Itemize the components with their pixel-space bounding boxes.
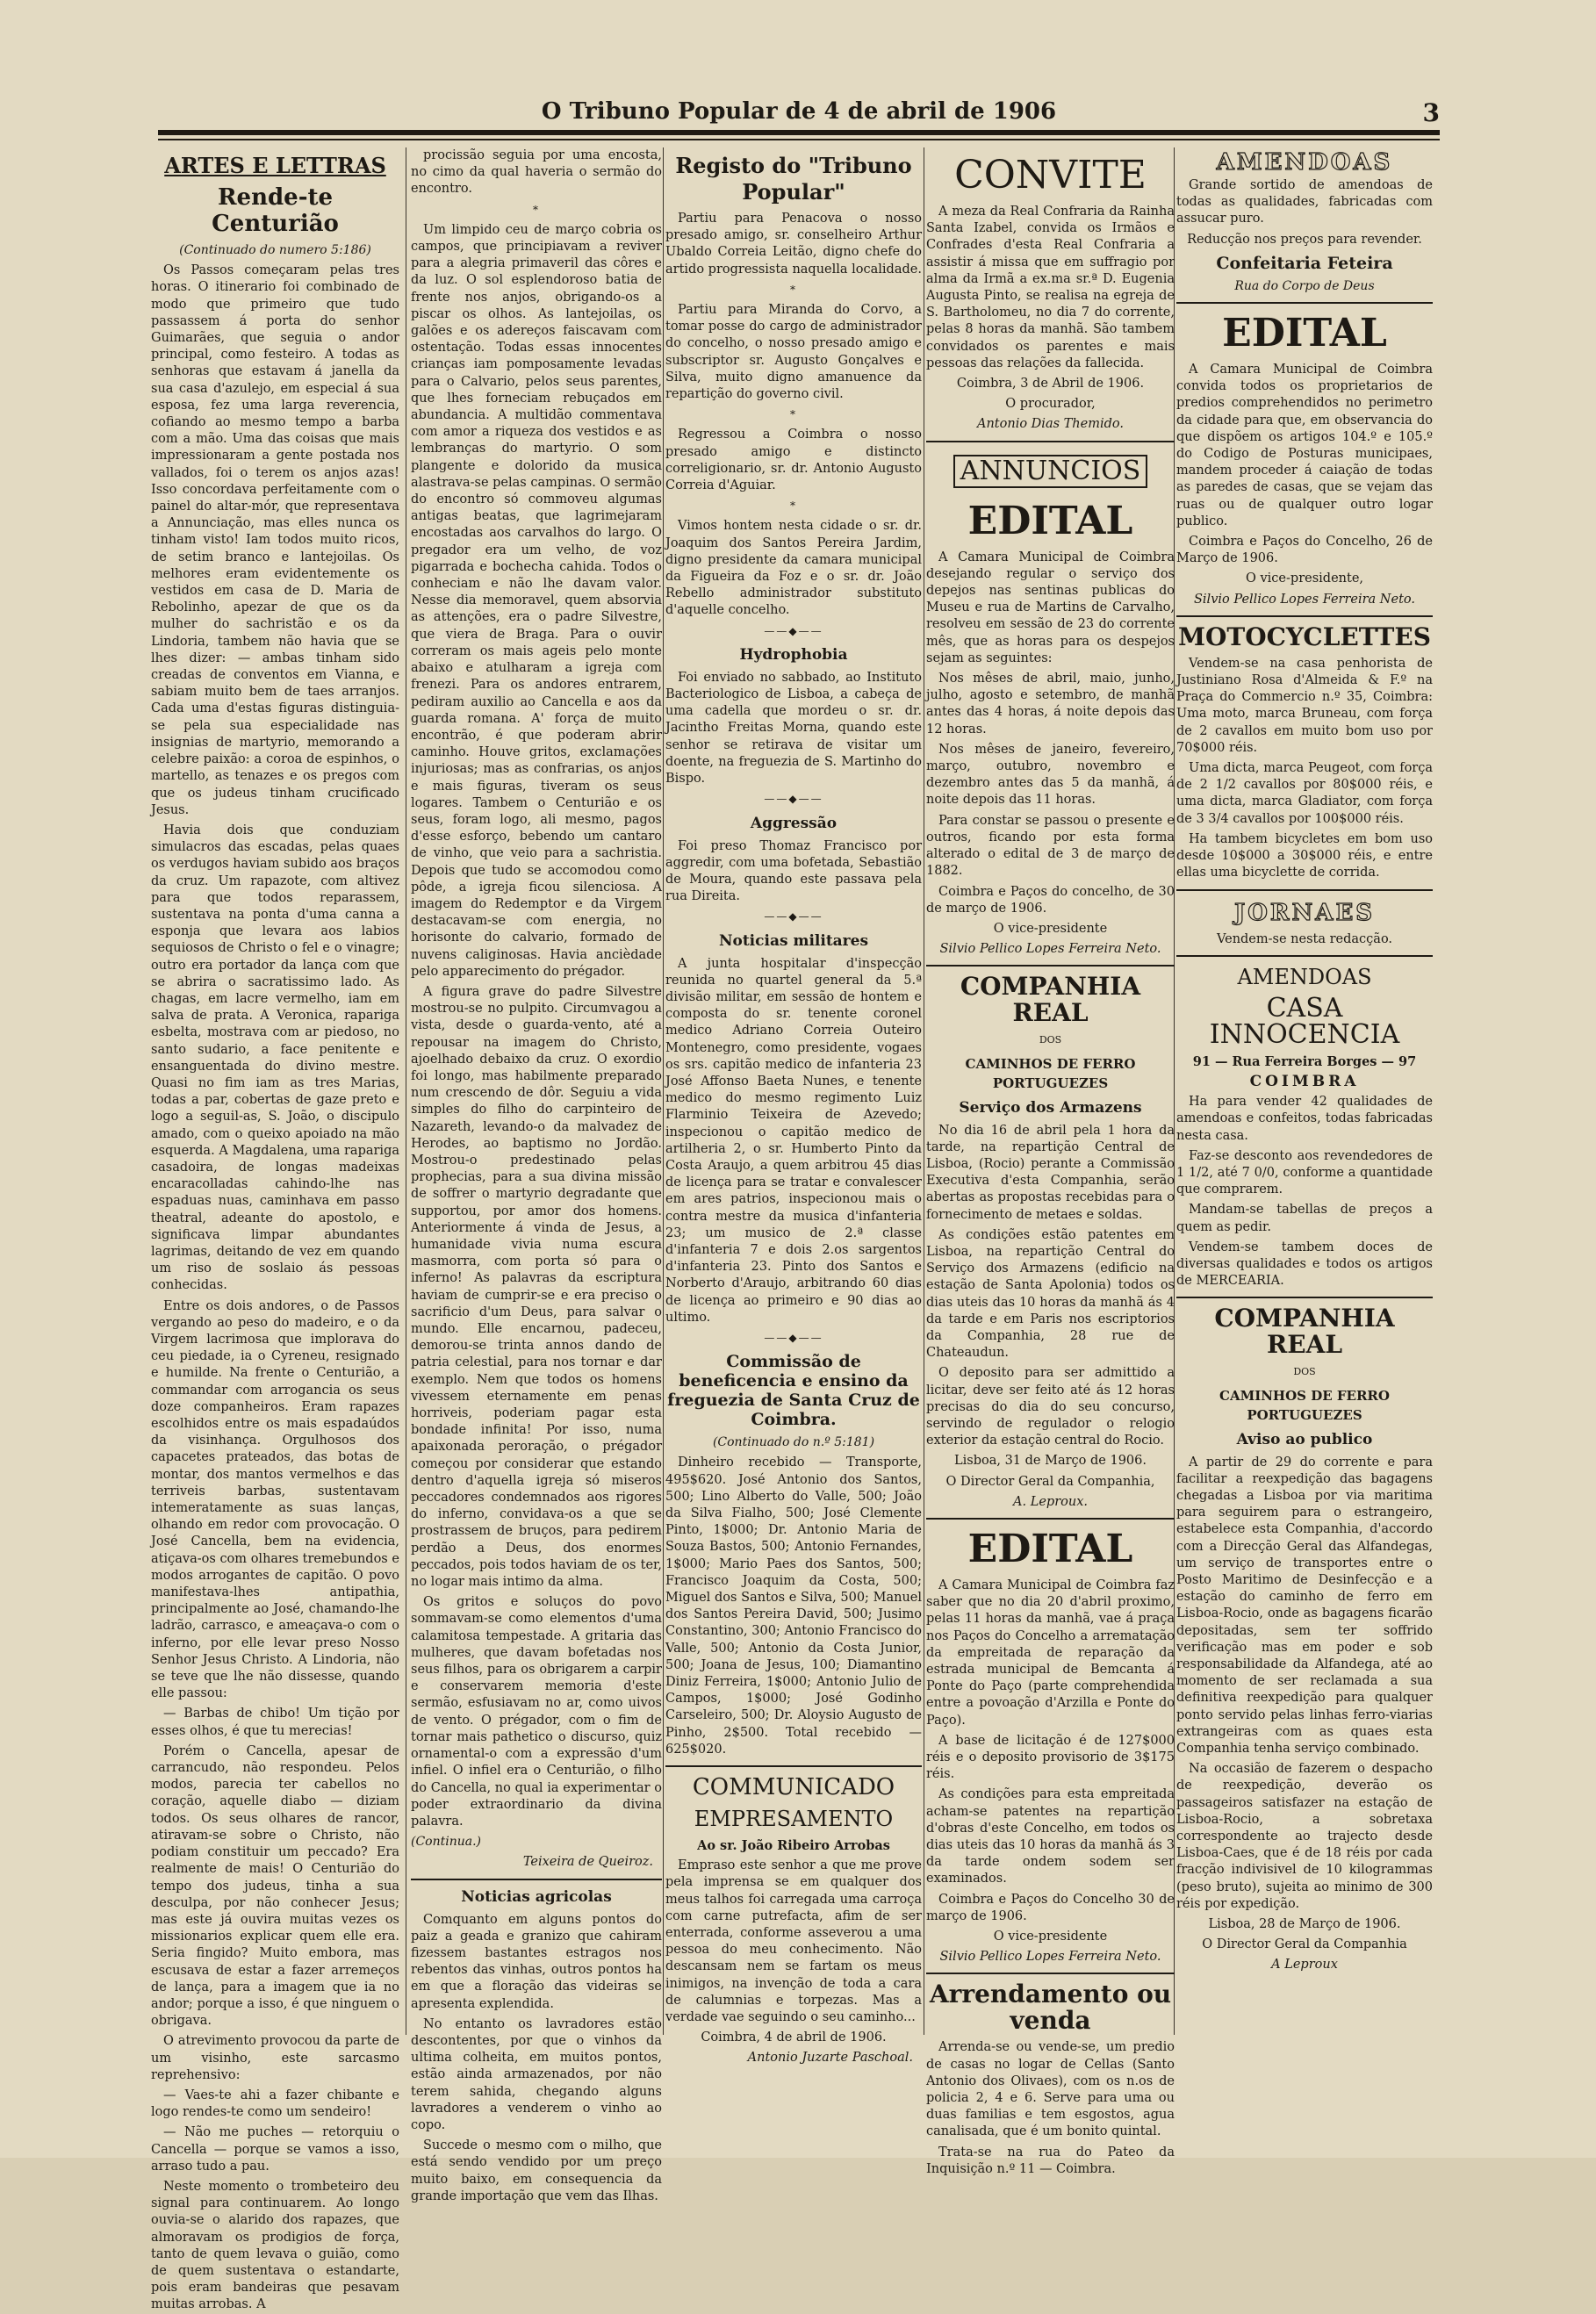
ad-paragraph: A base de licitação é de 127$000 réis e o deposito provisorio de 3$175 réis.: [926, 1733, 1175, 1782]
newspaper-title: O Tribuno Popular de 4 de abril de 1906: [541, 98, 1057, 125]
separator: ——◆——: [764, 910, 823, 923]
continued-note: (Continuado do numero 5:186): [179, 243, 371, 257]
edital-title: EDITAL: [967, 1526, 1133, 1571]
address: Rua do Corpo de Deus: [1234, 278, 1375, 293]
news-paragraph: Partiu para Miranda do Corvo, a tomar posse do cargo de administrador do concelho, o nosso presado amigo e subscriptor sr. Augusto Gonçalves e Silva, muito digno amanuence da repartição do governo civil.: [665, 303, 922, 402]
ad-paragraph: Para constar se passou o presente e outros, ficando por esta forma alterado o edital de 3 de março de 1882.: [926, 813, 1175, 879]
separator: ——◆——: [764, 793, 823, 806]
aviso-title: Aviso ao publico: [1236, 1430, 1373, 1448]
column-3: [665, 147, 922, 2066]
city-label: COIMBRA: [1249, 1072, 1360, 1090]
dateline: Coimbra, 3 de Abril de 1906.: [956, 377, 1145, 392]
signature: Silvio Pellico Lopes Ferreira Neto.: [1193, 592, 1415, 607]
news-paragraph: A junta hospitalar d'inspecção reunida no quartel general da 5.ª divisão militar, em sessão de hontem e composta do sr. tenente coronel medico Adriano Correia Outeiro Montenegro, como presidente, vogaes os srs. capitão medico de infanteria 23 José Affonso Baeta Nunes, e tenente medico do mesmo regimento Luiz Flarminio Teixeira de Azevedo; inspecionou o capitão medico de artilheria 2, o sr. Humberto Pinto da Costa Araujo, a quem arbitrou 45 dias de licença para se tratar e convalescer em ares patrios, inspecionou mais o contra mestre da musica d'infanteria 23; um musico de 2.ª classe d'infanteria 7 e dois 2.os sargentos d'infanteria 23. Pinto dos Santos e Norberto d'Araujo, arbitrando 60 dias de licença ao primeiro e 90 dias ao ultimo.: [665, 956, 922, 1325]
address: 91 — Rua Ferreira Borges — 97: [1192, 1053, 1417, 1069]
story-paragraph: Os gritos e soluços do povo sommavam-se como elementos d'uma calamitosa tempestade. A gritaria das mulheres, que davam bofetadas nos seus filhos, para os obrigarem a carpir e conservarem memoria d'este sermão, esfusiavam no ar, como uivos de vento. O prégador, com o fim de tornar mais pathetico o discurso, quiz ornamental-o com a expressão d'um infiel. O infiel era o Centurião, o filho do Cancella, no qual ia experimentar o poder extraordinario da divina palavra.: [411, 1595, 662, 1829]
divider: [1176, 889, 1433, 891]
divider: [411, 1879, 662, 1880]
news-paragraph: Empraso este senhor a que me prove pela imprensa se em qualquer dos meus talhos foi carregada uma carroça com carne putrefacta, afim de ser enterrada, conforme asseverou a uma pessoa do meu conhecimento. Não descansam nem se fartam os meus inimigos, na invenção de toda a cara de calumnias e torpezas. Mas a verdade vae seguindo o seu caminho...: [665, 1858, 922, 2025]
companhia-title: COMPANHIA REAL: [1214, 1304, 1395, 1360]
signature: Silvio Pellico Lopes Ferreira Neto.: [939, 942, 1161, 957]
ad-paragraph: Ha tambem bicycletes em bom uso desde 10$000 a 30$000 réis, e entre ellas uma bicyclette de corrida.: [1176, 831, 1433, 880]
page-number: 3: [1422, 98, 1440, 127]
ad-paragraph: A Camara Municipal de Coimbra desejando regular o serviço dos depejos nas sentinas publicas do Museu e rua de Martins de Carvalho, resolveu em sessão de 23 do corrente mês, que as horas para os despejos sejam as seguintes:: [926, 550, 1175, 665]
separator: *: [790, 499, 797, 513]
masthead-rule: [158, 130, 1440, 135]
separator: ——◆——: [764, 1331, 823, 1344]
section-title-militares: Noticias militares: [718, 931, 869, 950]
news-paragraph: Vimos hontem nesta cidade o sr. dr. Joaquim dos Santos Pereira Jardim, digno presidente da camara municipal da Figueira da Foz e o sr. dr. João Rebello administrador substituto d'aquelle concelho.: [665, 519, 922, 618]
divider: [926, 965, 1175, 967]
ad-paragraph: Vendem-se tambem doces de diversas qualidades e todos os artigos de MERCEARIA.: [1176, 1240, 1433, 1289]
motocyclettes-title: MOTOCYCLETTES: [1178, 622, 1431, 651]
ad-paragraph: As condições estão patentes em Lisboa, na repartição Central do Serviço dos Armazens (edificio na estação de Santa Apolonia) todos os dias uteis das 10 horas da manhã ás 4 da tarde e em Paris nos escriptorios da Companhia, 28 rue de Chateaudun.: [926, 1227, 1175, 1361]
emprestamento-title: EMPRESAMENTO: [694, 1807, 894, 1832]
donations-list: Dinheiro recebido — Transporte, 495$620. José Antonio dos Santos, 500; Lino Alberto do Valle, 500; João da Silva Fialho, 500; José Clemente Pinto, 1$000; Dr. Antonio Maria de Souza Bastos, 500; Antonio Fernandes, 1$000; Mario Paes dos Santos, 500; Francisco Joaquim da Costa, 500; Miguel dos Santos e Silva, 500; Manuel dos Santos Pereira David, 500; Jusimo Constantino, 300; Antonio Francisco do Valle, 500; Antonio da Costa Junior, 500; Joana de Jesus, 100; Diamantino Diniz Ferreira, 1$000; Antonio Julio de Campos, 1$000; José Godinho Carseleiro, 500; Dr. Aloysio Augusto de Pinho, 2$500. Total recebido — 625$020.: [665, 1455, 922, 1757]
author-signature: Teixeira de Queiroz.: [522, 1855, 653, 1870]
convite-title: CONVITE: [954, 153, 1147, 198]
ad-paragraph: Vendem-se na casa penhorista de Justiniano Rosa d'Almeida & F.º na Praça do Commercio n.º 35, Coimbra: Uma moto, marca Bruneau, com força de 2 cavallos em muito bom uso por 70$000 réis.: [1176, 656, 1433, 755]
ad-paragraph: A Camara Municipal de Coimbra faz saber que no dia 20 d'abril proximo, pelas 11 horas da manhã, vae á praça nos Paços do Concelho a arrematação da empreitada de reparação da estrada municipal de Bemcanta á Ponte do Paço (parte comprehendida entre a povoação d'Arzilla e Ponte do Paço).: [926, 1577, 1175, 1728]
signature: Antonio Juzarte Paschoal.: [747, 2051, 913, 2066]
ad-paragraph: Uma dicta, marca Peugeot, com força de 2 1/2 cavallos por 80$000 réis, e uma dicta, marca Gladiator, com força de 3 3/4 cavallos por 100$000 réis.: [1176, 761, 1433, 826]
dos-label: DOS: [1039, 1034, 1062, 1046]
signature: A. Leproux.: [1013, 1494, 1088, 1509]
dos-label: DOS: [1293, 1366, 1316, 1378]
column-4: [926, 147, 1175, 2176]
story-paragraph: Neste momento o trombeteiro deu signal para continuarem. Ao longo ouvia-se o alarido dos rapazes, que almoravam os prodigios de força, tanto de quem levava o guião, como de quem sustentava o estandarte, pois eram bandeiras que pesavam muitas arrobas. A: [151, 2179, 399, 2312]
signature-role: O vice-presidente,: [1245, 571, 1364, 586]
story-paragraph: — Barbas de chibo! Um tição por esses olhos, é que tu merecias!: [151, 1707, 399, 1738]
edital-title: EDITAL: [967, 498, 1133, 543]
news-paragraph: Foi preso Thomaz Francisco por aggredir, com uma bofetada, Sebastião de Moura, quando este passava pela rua Direita.: [665, 838, 922, 904]
ad-paragraph: Nos mêses de abril, maio, junho, julho, agosto e setembro, de manhã antes das 4 horas, á noite depois das 12 horas.: [926, 672, 1175, 737]
separator: *: [533, 203, 540, 216]
masthead-rule-thin: [158, 139, 1440, 140]
section-title-hydrophobia: Hydrophobia: [739, 645, 848, 664]
divider: [1176, 955, 1433, 957]
companhia-title: COMPANHIA REAL: [960, 972, 1141, 1028]
news-paragraph: No entanto os lavradores estão descontentes, por que o vinhos da ultima colheita, em muitos pontos, estão ainda armazenados, por não terem sahida, chegando alguns lavradores a venderem o vinho ao copo.: [411, 2016, 662, 2132]
story-paragraph: A figura grave do padre Silvestre mostrou-se no pulpito. Circumvagou a vista, desde o guarda-vento, até a repousar na imagem do Christo, ajoelhado debaixo da cruz. O exordio foi longo, mas habilmente preparado num crescendo de dôr. Seguiu a vida simples do filho do carpinteiro de Nazareth, levando-o da malvadez de Herodes, ao baptismo no Jordão. Mostrou-o predestinado pelas prophecias, para a sua divina missão de soffrer o martyrio degradante que supportou, por amor dos homens. Anteriormente á vinda de Jesus, a humanidade vivia numa escura masmorra, com porta só para o inferno! As palavras da escriptura haviam de cumprir-se e era preciso o sacrificio d'um Deus, para salvar o mundo. Elle encarnou, padeceu, demorou-se trinta annos dando de patria celestial, para nos tornar e dar exemplo. Nem que todos os homens vivessem eternamente em penas horriveis, poderiam pagar esta bondade infinita! Por isso, numa apaixonada peroração, o prégador começou por considerar que estando dentro d'aquella igreja só miseros peccadores condemnados aos rigores do inferno, convidava-os a que se prostrassem de bruços, para pedirem perdão a Deus, dos enormes peccados, pois todos haviam de os ter, no logar mais intimo da alma.: [411, 984, 662, 1590]
story-paragraph: Entre os dois andores, o de Passos vergando ao peso do madeiro, e o da Virgem lacrimosa que implorava do ceu piedade, ia o Cyreneu, resignado e humilde. Na frente o Centurião, a commandar com arrogancia os seus doze companheiros. Eram rapazes escolhidos entre os mais espadaúdos da visinhança. Orgulhosos dos capacetes prateados, das botas de montar, dos mantos vermelhos e das terriveis barbas, sustentavam intemeratamente as suas lanças, olhando em redor com provocação. O José Cancella, bem na evidencia, atiçava-os com olhares tremebundos e modos arrogantes de capitão. O povo manifestava-lhes antipathia, principalmente ao José, chamando-lhe ladrão, carrasco, e ameaçava-o com o inferno, por elle levar preso Nosso Senhor Jesus Christo. A Lindoria, não se teve que lhe não dissesse, quando elle passou:: [151, 1298, 399, 1701]
story-paragraph: procissão seguia por uma encosta, no cimo da qual haveria o sermão do encontro.: [411, 148, 662, 197]
divider: [926, 1973, 1175, 1974]
divider: [1176, 302, 1433, 304]
separator: *: [790, 408, 797, 421]
story-paragraph: Havia dois que conduziam simulacros das escadas, pelas quaes os verdugos haviam subido aos braços da cruz. Um rapazote, com altivez para que todos reparassem, sustentava na ponta d'uma canna a esponja que levara aos labios sequiosos de Christo o fel e o vinagre; outro era portador da lança com que se abrira o sacratissimo lado. As chagas, em lacre vermelho, iam em salva de prata. A Veronica, rapariga esbelta, mostrava com ar piedoso, no santo sudario, a face penitente e ensanguentada do divino mestre. Quasi no fim iam as tres Marias, todas a par, cobertas de gaze preto e logo a seguil-as, S. João, o discipulo amado, com o queixo apoiado na mão esquerda. A Magdalena, uma rapariga casadoira, de longas madeixas encaracolladas cahindo-lhe nas espaduas nuas, caminhava em passo theatral, adeante do apostolo, e significava limpar abundantes lagrimas, deitando de vez em quando um riso de soslaio ás pessoas conhecidas.: [151, 823, 399, 1293]
continua-note: (Continua.): [411, 1835, 482, 1850]
arrendamento-title: Arrendamento ou venda: [929, 1980, 1172, 2036]
ad-paragraph: Trata-se na rua do Pateo da Inquisição n.º 11 — Coimbra.: [926, 2145, 1175, 2176]
news-paragraph: Succede o mesmo com o milho, que está sendo vendido por um preço muito baixo, em consequencia da grande importação que vem das Ilhas.: [411, 2138, 662, 2203]
ad-paragraph: Coimbra e Paços do Concelho 30 de março de 1906.: [926, 1892, 1175, 1923]
section-title-registo: Registo do "Tribuno Popular": [675, 153, 912, 205]
column-5: [1176, 147, 1433, 2035]
ad-line: Reducção nos preços para revender.: [1187, 232, 1422, 247]
ad-paragraph: Mandam-se tabellas de preços a quem as pedir.: [1176, 1203, 1433, 1234]
ad-paragraph: Coimbra e Paços do Concelho, 26 de Março de 1906.: [1176, 535, 1433, 566]
divider: [1176, 1297, 1433, 1298]
ad-paragraph: Coimbra e Paços do concelho, de 30 de março de 1906.: [926, 884, 1175, 916]
ad-paragraph: A meza da Real Confraria da Rainha Santa Izabel, convida os Irmãos e Confrades d'esta Real Confraria a assistir á missa que em suffragio por alma da Irmã a ex.ma sr.ª D. Eugenia Augusta Pinto, se realisa na egreja de S. Bartholomeu, no dia 7 do corrente, pelas 8 horas da manhã. São tambem convidados os parentes e mais pessoas das relações da fallecida.: [926, 205, 1175, 370]
section-title-aggressao: Aggressão: [750, 814, 838, 832]
separator: ——◆——: [764, 624, 823, 637]
news-paragraph: Foi enviado no sabbado, ao Instituto Bacteriologico de Lisboa, a cabeça de uma cadella que mordeu o sr. dr. Jacintho Freitas Morna, quando este senhor se retirava de visitar um doente, na freguezia de S. Martinho do Bispo.: [665, 670, 922, 787]
section-title-commissao: Commissão de beneficencia e ensino da freguezia de Santa Cruz de Coimbra.: [667, 1352, 920, 1430]
signature-role: O procurador,: [1005, 397, 1096, 412]
section-title-artes: ARTES E LETTRAS: [164, 153, 386, 178]
divider: [926, 1518, 1175, 1520]
story-paragraph: O atrevimento provocou da parte de um visinho, este sarcasmo reprehensivo:: [151, 2034, 399, 2082]
news-paragraph: Regressou a Coimbra o nosso presado amigo e distincto correligionario, sr. dr. Antonio Augusto Correia d'Aguiar.: [665, 428, 922, 493]
confeitaria-title: Confeitaria Feteira: [1216, 253, 1393, 273]
amendoas-title: AMENDOAS: [1237, 964, 1372, 989]
divider: [665, 1765, 922, 1767]
signature-role: O vice-presidente: [993, 921, 1108, 936]
edital-title: EDITAL: [1222, 311, 1387, 356]
section-title-communicado: COMMUNICADO: [692, 1774, 895, 1801]
news-paragraph: Partiu para Penacova o nosso presado amigo, sr. conselheiro Arthur Ubaldo Correia Leitão, digno chefe do artido progressista naquella localidade.: [665, 212, 922, 277]
signature: Antonio Dias Themido.: [977, 417, 1124, 432]
annuncios-title: ANNUNCIOS: [953, 455, 1148, 488]
ad-paragraph: Grande sortido de amendoas de todas as qualidades, fabricadas com assucar puro.: [1176, 178, 1433, 226]
amendoas-banner: AMENDOAS: [1216, 149, 1393, 176]
casa-title: CASA INNOCENCIA: [1209, 992, 1400, 1050]
ad-line: Vendem-se nesta redacção.: [1216, 931, 1393, 946]
story-paragraph: Porém o Cancella, apesar de carrancudo, não respondeu. Pelos modos, parecia ter cabellos no coração, aquelle diabo — diziam todos. Os seus olhares de rancor, atiravam-se sobre o Christo, não podiam constituir um peccado? Era realmente de mais! O Centurião do tempo dos judeus, tinha a sua desculpa, por não conhecer Jesus; mas este já ouvira muitas vezes os missionarios explicar quem elle era. Seria fingido? Muito embora, mas escusava de estar a fazer arremeços de lança, para a imagem que ia no andor; porque a isso, é que ninguem o obrigava.: [151, 1743, 399, 2029]
story-paragraph: Um limpido ceu de março cobria os campos, que principiavam a reviver para a alegria primaveril das côres e da luz. O sol esplendoroso batia de frente nos anjos, obrigando-os a piscar os olhos. As lantejoilas, os galões e os adereços faiscavam com ostentação. Todas essas innocentes crianças iam pomposamente levadas para o Calvario, pelos seus parentes, que lhes forneciam rebuçados em abundancia. A multidão commentava com amor a riqueza dos vestidos e as lembranças do martyrio. O som plangente e dolorido da musica alastrava-se pelas campinas. O sermão do encontro só commoveu algumas antigas beatas, que lagrimejaram encostadas aos carvalhos do largo. O pregador era um velho, de voz pigarrada e bochecha cahida. Todos o conheciam e não lhe davam valor. Nesse dia memoravel, quem absorvia as attenções, era o padre Silvestre, que viera de Braga. Para o ouvir correram os mais ageis pelo monte abaixo e atulharam a igreja com frenezi. Para os andores entrarem, pediram auxilio ao Cancella e aos da guarda romana. A' força de muito encontrão, é que poderam abrir caminho. Houve gritos, exclamações injuriosas; mas as confrarias, os anjos e mais figuras, tiveram os seus logares. Tambem o Centurião e os seus, foram logo, ali mesmo, pagos d'esse esforço, bebendo um cantaro de vinho, que veio para a sachristia. Depois que tudo se accomodou como pôde, a igreja ficou silenciosa. A imagem do Redemptor e da Virgem destacavam-se com energia, no horisonte do calvario, formado de nuvens caliginosas. Havia ancièdade pelo apparecimento do prégador.: [411, 222, 662, 979]
signature-role: O Director Geral da Companhia: [1202, 1937, 1407, 1952]
ad-paragraph: Faz-se desconto aos revendedores de 1 1/2, até 7 0/0, conforme a quantidade que comprarem.: [1176, 1148, 1433, 1197]
divider: [926, 441, 1175, 442]
divider: [1176, 615, 1433, 617]
signature: Silvio Pellico Lopes Ferreira Neto.: [939, 1950, 1161, 1965]
ad-paragraph: No dia 16 de abril pela 1 hora da tarde, na repartição Central de Lisboa, (Rocio) perante a Commissão Executiva d'esta Companhia, serão abertas as propostas recebidas para o fornecimento de metaes e soldas.: [926, 1123, 1175, 1222]
section-title-agricolas: Noticias agricolas: [461, 1887, 612, 1906]
addressee: Ao sr. João Ribeiro Arrobas: [697, 1838, 890, 1854]
caminhos-title: CAMINHOS DE FERRO PORTUGUEZES: [1219, 1387, 1390, 1423]
ad-paragraph: A Camara Municipal de Coimbra convida todos os proprietarios de predios comprehendidos no perimetro da cidade para que, em observancia do que dispõem os artigos 104.º e 105.º do Codigo de Posturas municipaes, mandem proceder á caiação de todas as paredes de casas, que se vejam das ruas ou de qualquer outro logar publico.: [1176, 363, 1433, 528]
story-paragraph: Os Passos começaram pelas tres horas. O itinerario foi combinado de modo que primeiro que tudo passassem á porta do senhor Guimarães, que seguia o andor principal, como festeiro. A todas as senhoras que estavam á janella da sua casa d'azulejo, em especial á sua esposa, fez uma larga reverencia, cofiando ao mesmo tempo a barba com a mão. Uma das coisas que mais impressionaram a gente postada nos vallados, foi o terem os anjos azas! Isso concordava perfeitamente com o painel do altar-mór, que representava a Annunciação, mas elles nunca os tinham visto! Iam todos muito ricos, de setim branco e lantejoilas. Os melhores eram evidentemente os vestidos em casa de D. Maria de Rebolinho, apezar de que os da mulher do sachristão e os da Lindoria, tambem não havia que se lhes dizer: — ambas tinham sido creadas de conventos em Vianna, e sabiam muito bem de taes arranjos. Cada uma d'estas figuras distinguia-se pela sua especialidade nas insignias de martyrio, memorando a celebre paixão: a coroa de espinhos, o martello, as tenazes e os pregos com que os judeus tinham crucificado Jesus.: [151, 263, 399, 817]
column-2: [411, 147, 662, 2203]
column-1: [151, 147, 399, 2312]
signature-role: O vice-presidente: [993, 1930, 1108, 1944]
servico-title: Serviço dos Armazens: [959, 1098, 1142, 1117]
story-title: Rende-te Centurião: [212, 184, 339, 237]
news-paragraph: Comquanto em alguns pontos do paiz a geada e granizo que cahiram fizessem bastantes estragos nos rebentos das vinhas, outros pontos ha em que a floração das videiras se apresenta explendida.: [411, 1912, 662, 2011]
masthead: [158, 98, 1440, 128]
story-paragraph: — Não me puches — retorquiu o Cancella — porque se vamos a isso, arraso tudo a pau.: [151, 2125, 399, 2174]
ad-paragraph: Nos mêses de janeiro, fevereiro, março, outubro, novembro e dezembro antes das 5 da manhã, á noite depois das 11 horas.: [926, 742, 1175, 808]
separator: *: [790, 283, 797, 296]
jornaes-banner: JORNAES: [1233, 899, 1376, 926]
ad-paragraph: As condições para esta empreitada acham-se patentes na repartição d'obras d'este Concelho, em todos os dias uteis das 10 horas da manhã ás 3 da tarde ondem sodem ser examinados.: [926, 1787, 1175, 1886]
caminhos-title: CAMINHOS DE FERRO PORTUGUEZES: [965, 1055, 1136, 1091]
ad-paragraph: Arrenda-se ou vende-se, um predio de casas no logar de Cellas (Santo Antonio dos Olivaes), com os n.os de policia 2, 4 e 6. Serve para uma ou duas familias e tem esgostos, agua canalisada, que é um bonito quintal.: [926, 2040, 1175, 2139]
continued-note: (Continuado do n.º 5:181): [712, 1435, 875, 1450]
dateline: Coimbra, 4 de abril de 1906.: [701, 2030, 887, 2045]
dateline: Lisboa, 28 de Março de 1906.: [1208, 1917, 1401, 1932]
story-paragraph: — Vaes-te ahi a fazer chibante e logo rendes-te como um sendeiro!: [151, 2088, 399, 2120]
column-divider: [663, 147, 664, 2035]
signature: A Leproux: [1271, 1958, 1338, 1973]
dateline: Lisboa, 31 de Março de 1906.: [954, 1454, 1147, 1469]
ad-paragraph: O deposito para ser admittido a licitar, deve ser feito até ás 12 horas precisas do dia do seu concurso, servindo de regulador o relogio exterior da estação central do Rocio.: [926, 1366, 1175, 1448]
ad-paragraph: Na occasião de fazerem o despacho de reexpedição, deverão os passageiros satisfazer na estação de Lisboa-Rocio, a sobretaxa correspondente ao trajecto desde Lisboa-Caes, que é de 18 réis por cada fracção indivisivel de 10 kilogrammas (peso bruto), sujeita ao minimo de 300 réis por expedição.: [1176, 1762, 1433, 1911]
signature-role: O Director Geral da Companhia,: [945, 1474, 1155, 1489]
ad-paragraph: Ha para vender 42 qualidades de amendoas e confeitos, todas fabricadas nesta casa.: [1176, 1095, 1433, 1143]
ad-paragraph: A partir de 29 do corrente e para facilitar a reexpedição das bagagens chegadas a Lisboa por via maritima para seguirem para o estrangeiro, estabelece esta Companhia, d'accordo com a Direcção Geral das Alfandegas, um serviço de transportes entre o Posto Maritimo de Desinfecção e a estação do caminho de ferro em Lisboa-Rocio, onde as bagagens ficarão depositadas, sem ter soffrido verificação mas em poder e sob responsabilidade da Alfandega, até ao momento de ser reclamada a sua definitiva reexpedição para qualquer ponto servido pelas linhas ferro-viarias extrangeiras com as quaes esta Companhia tenha serviço combinado.: [1176, 1455, 1433, 1756]
